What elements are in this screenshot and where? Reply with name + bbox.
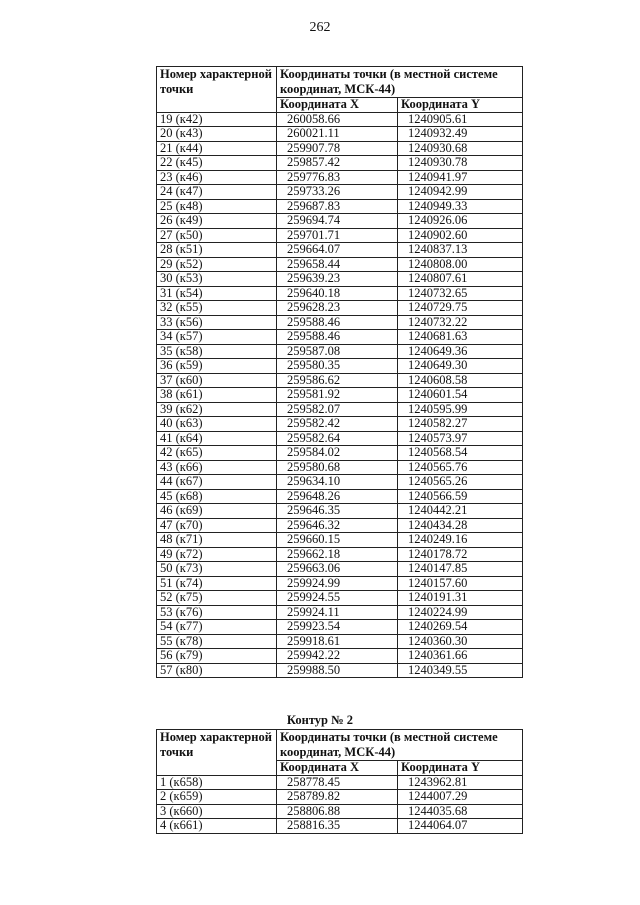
coordinate-y-cell: 1240269.54 (398, 620, 523, 635)
coordinate-y-cell: 1244035.68 (398, 804, 523, 819)
coordinate-x-cell: 259923.54 (277, 620, 398, 635)
table-body-contour-1 (157, 112, 523, 678)
point-number-cell: 52 (к75) (157, 591, 277, 606)
table-row (157, 634, 523, 649)
coordinate-y-cell: 1240902.60 (398, 228, 523, 243)
coordinate-x-cell: 259694.74 (277, 214, 398, 229)
coordinate-x-cell: 259663.06 (277, 562, 398, 577)
table-row (157, 576, 523, 591)
contour-2-title: Контур № 2 (286, 713, 354, 727)
coordinate-y-cell: 1240224.99 (398, 605, 523, 620)
point-number-cell: 53 (к76) (157, 605, 277, 620)
coordinate-y-cell: 1240565.76 (398, 460, 523, 475)
point-number-cell: 25 (к48) (157, 199, 277, 214)
table-row (157, 605, 523, 620)
coordinate-y-cell: 1240595.99 (398, 402, 523, 417)
coordinate-x-cell: 259924.55 (277, 591, 398, 606)
coordinate-x-cell: 259582.07 (277, 402, 398, 417)
coordinate-x-cell: 259588.46 (277, 330, 398, 345)
table-body-contour-2 (157, 775, 523, 833)
point-number-cell: 44 (к67) (157, 475, 277, 490)
table-row (157, 402, 523, 417)
coordinates-table-contour-1 (156, 66, 523, 678)
table-row (157, 199, 523, 214)
coordinate-x-cell: 259924.11 (277, 605, 398, 620)
coordinate-x-cell: 259776.83 (277, 170, 398, 185)
coordinate-y-cell: 1240361.66 (398, 649, 523, 664)
coordinate-y-cell: 1240565.26 (398, 475, 523, 490)
coordinate-y-cell: 1240191.31 (398, 591, 523, 606)
point-number-cell: 39 (к62) (157, 402, 277, 417)
coordinate-y-cell: 1240926.06 (398, 214, 523, 229)
coordinate-y-cell: 1243962.81 (398, 775, 523, 790)
point-number-cell: 57 (к80) (157, 663, 277, 678)
point-number-cell: 35 (к58) (157, 344, 277, 359)
coordinate-x-cell: 259640.18 (277, 286, 398, 301)
table-row (157, 141, 523, 156)
coordinate-x-cell: 259687.83 (277, 199, 398, 214)
table-row (157, 775, 523, 790)
table-row (157, 228, 523, 243)
table-row (157, 243, 523, 258)
coordinate-x-cell: 258789.82 (277, 790, 398, 805)
coordinates-table-contour-2 (156, 729, 523, 834)
coordinate-y-cell: 1240157.60 (398, 576, 523, 591)
point-number-cell: 22 (к45) (157, 156, 277, 171)
coordinate-y-cell: 1240649.36 (398, 344, 523, 359)
table-row (157, 620, 523, 635)
table-row (157, 417, 523, 432)
coordinate-x-cell: 259924.99 (277, 576, 398, 591)
point-number-cell: 47 (к70) (157, 518, 277, 533)
table-row (157, 214, 523, 229)
table-row (157, 301, 523, 316)
table-row (157, 547, 523, 562)
point-number-cell: 2 (к659) (157, 790, 277, 805)
coordinate-x-cell: 259580.68 (277, 460, 398, 475)
table-row (157, 533, 523, 548)
point-number-cell: 41 (к64) (157, 431, 277, 446)
point-number-cell: 37 (к60) (157, 373, 277, 388)
table-row (157, 518, 523, 533)
table-row (157, 344, 523, 359)
coordinate-y-cell: 1240573.97 (398, 431, 523, 446)
coordinate-y-cell: 1240941.97 (398, 170, 523, 185)
coordinate-y-cell: 1240808.00 (398, 257, 523, 272)
table-row (157, 431, 523, 446)
coordinate-x-cell: 259646.35 (277, 504, 398, 519)
coordinate-x-cell: 259584.02 (277, 446, 398, 461)
coordinate-x-cell: 258816.35 (277, 819, 398, 834)
table-row (157, 112, 523, 127)
point-number-cell: 19 (к42) (157, 112, 277, 127)
coordinate-x-cell: 259664.07 (277, 243, 398, 258)
coordinate-y-cell: 1244007.29 (398, 790, 523, 805)
point-number-cell: 28 (к51) (157, 243, 277, 258)
point-number-cell: 26 (к49) (157, 214, 277, 229)
coordinate-x-cell: 259648.26 (277, 489, 398, 504)
coordinate-x-cell: 259588.46 (277, 315, 398, 330)
coordinate-y-cell: 1240249.16 (398, 533, 523, 548)
table-row (157, 591, 523, 606)
coordinate-x-cell: 260058.66 (277, 112, 398, 127)
coordinate-x-cell: 260021.11 (277, 127, 398, 142)
point-number-cell: 38 (к61) (157, 388, 277, 403)
table-row (157, 504, 523, 519)
coordinate-y-cell: 1240837.13 (398, 243, 523, 258)
point-number-cell: 29 (к52) (157, 257, 277, 272)
coordinate-y-cell: 1240568.54 (398, 446, 523, 461)
coordinate-y-cell: 1240942.99 (398, 185, 523, 200)
coordinate-x-cell: 259658.44 (277, 257, 398, 272)
table-row (157, 388, 523, 403)
coordinate-x-cell: 259634.10 (277, 475, 398, 490)
table-row (157, 272, 523, 287)
coordinate-y-cell: 1240905.61 (398, 112, 523, 127)
coordinate-x-cell: 258806.88 (277, 804, 398, 819)
table-row (157, 373, 523, 388)
coordinate-y-cell: 1240608.58 (398, 373, 523, 388)
coordinate-y-cell: 1240807.61 (398, 272, 523, 287)
point-number-cell: 23 (к46) (157, 170, 277, 185)
point-number-cell: 55 (к78) (157, 634, 277, 649)
coordinate-x-cell: 259580.35 (277, 359, 398, 374)
coordinate-y-cell: 1240681.63 (398, 330, 523, 345)
coordinate-y-cell: 1240649.30 (398, 359, 523, 374)
coordinate-x-cell: 259988.50 (277, 663, 398, 678)
coordinate-y-cell: 1240729.75 (398, 301, 523, 316)
coordinate-x-cell: 259639.23 (277, 272, 398, 287)
coordinate-x-cell: 259918.61 (277, 634, 398, 649)
table-row (157, 156, 523, 171)
point-number-cell: 24 (к47) (157, 185, 277, 200)
point-number-cell: 43 (к66) (157, 460, 277, 475)
point-number-cell: 40 (к63) (157, 417, 277, 432)
table-row (157, 475, 523, 490)
coordinate-y-cell: 1240930.78 (398, 156, 523, 171)
point-number-cell: 51 (к74) (157, 576, 277, 591)
table-row (157, 359, 523, 374)
table-row (157, 286, 523, 301)
coordinate-x-cell: 259857.42 (277, 156, 398, 171)
table-row (157, 460, 523, 475)
table-row (157, 819, 523, 834)
header-coordinate-x: Координата X (277, 98, 398, 113)
coordinate-y-cell: 1240949.33 (398, 199, 523, 214)
table-row (157, 170, 523, 185)
table-row (157, 446, 523, 461)
point-number-cell: 4 (к661) (157, 819, 277, 834)
coordinate-x-cell: 259628.23 (277, 301, 398, 316)
header-coordinates: Координаты точки (в местной системе координат, МСК-44) (277, 67, 523, 98)
table-row (157, 790, 523, 805)
coordinate-x-cell: 259907.78 (277, 141, 398, 156)
table-row (157, 330, 523, 345)
coordinate-y-cell: 1240932.49 (398, 127, 523, 142)
header-coordinate-y: Координата Y (398, 98, 523, 113)
coordinate-y-cell: 1244064.07 (398, 819, 523, 834)
coordinate-y-cell: 1240442.21 (398, 504, 523, 519)
point-number-cell: 30 (к53) (157, 272, 277, 287)
coordinate-x-cell: 259582.42 (277, 417, 398, 432)
coordinate-x-cell: 258778.45 (277, 775, 398, 790)
point-number-cell: 1 (к658) (157, 775, 277, 790)
point-number-cell: 34 (к57) (157, 330, 277, 345)
point-number-cell: 36 (к59) (157, 359, 277, 374)
point-number-cell: 21 (к44) (157, 141, 277, 156)
header-coordinates: Координаты точки (в местной системе координат, МСК-44) (277, 730, 523, 761)
table-row (157, 562, 523, 577)
point-number-cell: 56 (к79) (157, 649, 277, 664)
point-number-cell: 48 (к71) (157, 533, 277, 548)
coordinate-y-cell: 1240732.22 (398, 315, 523, 330)
coordinate-y-cell: 1240732.65 (398, 286, 523, 301)
coordinate-x-cell: 259581.92 (277, 388, 398, 403)
coordinate-y-cell: 1240147.85 (398, 562, 523, 577)
table-row (157, 315, 523, 330)
coordinate-y-cell: 1240930.68 (398, 141, 523, 156)
header-point-number: Номер характерной точки (157, 730, 277, 776)
point-number-cell: 33 (к56) (157, 315, 277, 330)
coordinate-x-cell: 259662.18 (277, 547, 398, 562)
point-number-cell: 27 (к50) (157, 228, 277, 243)
coordinate-y-cell: 1240601.54 (398, 388, 523, 403)
page-number: 262 (309, 20, 331, 35)
table-row (157, 489, 523, 504)
table-row (157, 804, 523, 819)
coordinate-y-cell: 1240178.72 (398, 547, 523, 562)
table-row (157, 257, 523, 272)
table-row (157, 185, 523, 200)
point-number-cell: 49 (к72) (157, 547, 277, 562)
header-coordinate-x: Координата X (277, 761, 398, 776)
point-number-cell: 50 (к73) (157, 562, 277, 577)
coordinate-x-cell: 259586.62 (277, 373, 398, 388)
header-coordinate-y: Координата Y (398, 761, 523, 776)
point-number-cell: 20 (к43) (157, 127, 277, 142)
coordinate-x-cell: 259587.08 (277, 344, 398, 359)
header-point-number: Номер характерной точки (157, 67, 277, 113)
point-number-cell: 45 (к68) (157, 489, 277, 504)
table-row (157, 649, 523, 664)
coordinate-y-cell: 1240434.28 (398, 518, 523, 533)
point-number-cell: 31 (к54) (157, 286, 277, 301)
point-number-cell: 54 (к77) (157, 620, 277, 635)
point-number-cell: 32 (к55) (157, 301, 277, 316)
coordinate-x-cell: 259701.71 (277, 228, 398, 243)
coordinate-x-cell: 259733.26 (277, 185, 398, 200)
coordinate-x-cell: 259582.64 (277, 431, 398, 446)
coordinate-x-cell: 259646.32 (277, 518, 398, 533)
table-row (157, 663, 523, 678)
point-number-cell: 46 (к69) (157, 504, 277, 519)
point-number-cell: 3 (к660) (157, 804, 277, 819)
coordinate-y-cell: 1240360.30 (398, 634, 523, 649)
coordinate-y-cell: 1240349.55 (398, 663, 523, 678)
table-row (157, 127, 523, 142)
coordinate-y-cell: 1240582.27 (398, 417, 523, 432)
coordinate-y-cell: 1240566.59 (398, 489, 523, 504)
coordinate-x-cell: 259942.22 (277, 649, 398, 664)
coordinate-x-cell: 259660.15 (277, 533, 398, 548)
point-number-cell: 42 (к65) (157, 446, 277, 461)
